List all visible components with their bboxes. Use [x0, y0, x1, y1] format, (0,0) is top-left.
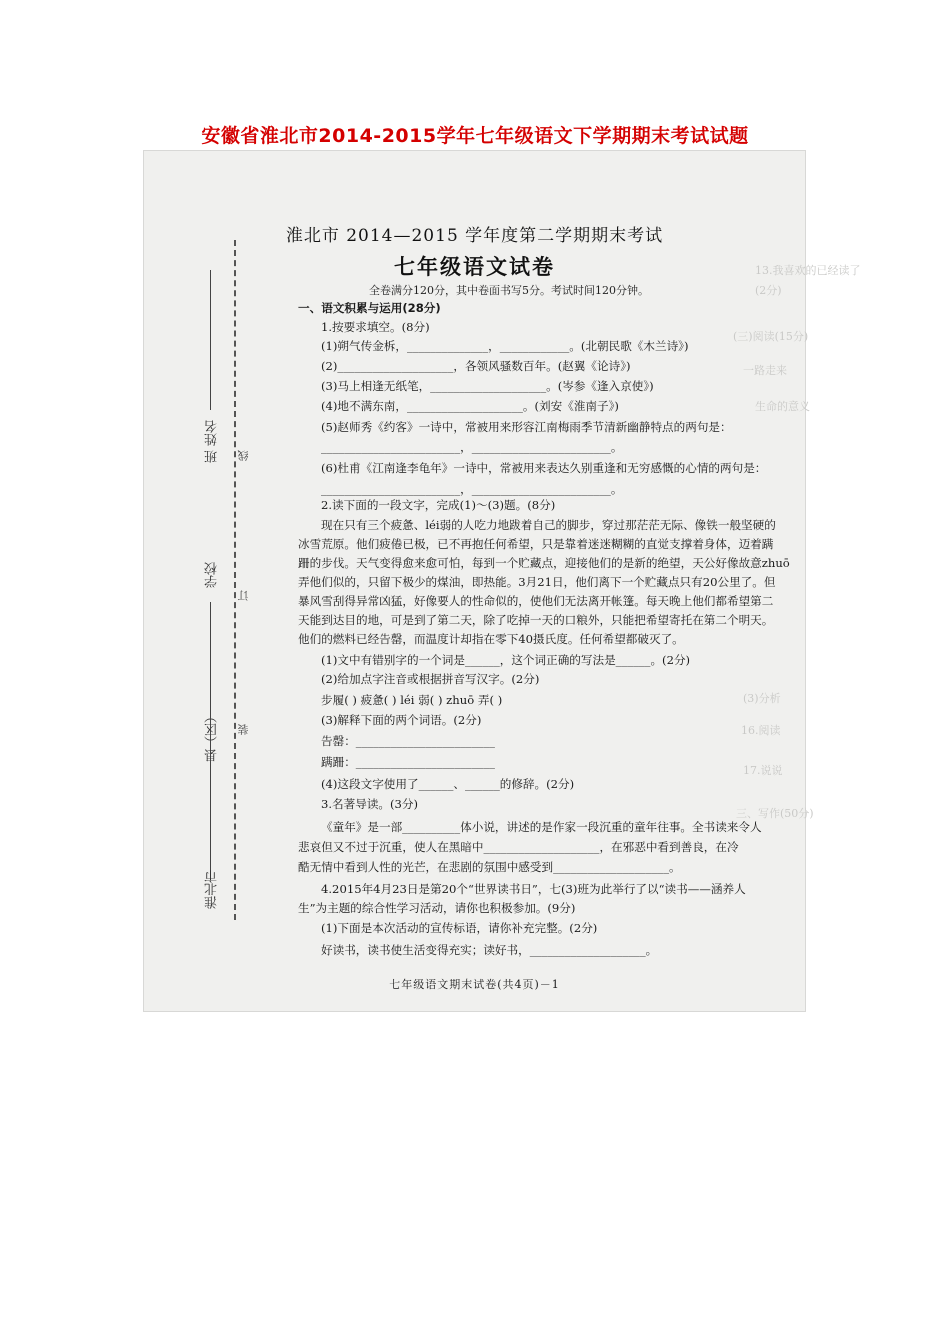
seal-mark-line: 线 [237, 450, 250, 461]
seal-mark-bind: 订 [237, 590, 250, 601]
exam-line: 悲哀但又不过于沉重，使人在黑暗中____________________，在邪恶中看到善良，在冷 [298, 840, 739, 854]
ghost-text: (2分) [755, 284, 782, 297]
exam-line: 冰雪荒原。他们疲倦已极，已不再抱任何希望，只是靠着迷迷糊糊的直觉支撑着身体，迈着蹒 [298, 537, 774, 551]
county-label: 县（区） [205, 710, 220, 762]
exam-line: 《童年》是一部__________体小说，讲述的是作家一段沉重的童年往事。全书读来令人 [321, 820, 762, 834]
exam-line: 弄他们似的，只留下极少的煤油，即热能。3月21日，他们离下一个贮藏点只有20公里了。但 [298, 575, 776, 589]
ghost-text: 一路走来 [743, 364, 787, 377]
exam-line: (1)下面是本次活动的宣传标语，请你补充完整。(2分) [321, 921, 598, 935]
exam-line: (2)____________________，各领风骚数百年。(赵翼《论诗》) [321, 359, 631, 373]
ghost-text: (3)分析 [743, 692, 781, 705]
exam-header: 淮北市 2014—2015 学年度第二学期期末考试 [285, 226, 664, 246]
exam-line: (4)地不满东南，____________________。(刘安《淮南子》) [321, 399, 619, 413]
seal-mark-pack: 装 [237, 724, 250, 735]
exam-line: 暴风雪刮得异常凶猛，好像要人的性命似的，使他们无法离开帐篷。每天晚上他们都希望第二 [298, 594, 774, 608]
binding-dashed-line [234, 240, 236, 920]
paper-title: 七年级语文试卷 [394, 255, 555, 279]
city-label: 淮北市 [205, 870, 220, 909]
exam-line: (4)这段文字使用了______、______的修辞。(2分) [321, 777, 575, 791]
ghost-text: 13.我喜欢的已经读了 [755, 264, 861, 277]
exam-line: 蹒跚：________________________ [321, 755, 495, 769]
exam-line: (3)马上相逢无纸笔，____________________。(岑参《逢入京使》) [321, 379, 654, 393]
exam-line: (3)解释下面的两个词语。(2分) [321, 713, 482, 727]
exam-line: 好读书，读书使生活变得充实；读好书，____________________。 [321, 943, 658, 957]
exam-intro: 全卷满分120分，其中卷面书写5分。考试时间120分钟。 [369, 284, 649, 297]
exam-line: ________________________，________________________。 [321, 482, 623, 496]
exam-line: 步履( ) 疲惫( ) léi 弱( ) zhuō 弄( ) [321, 693, 503, 707]
exam-line: 生”为主题的综合性学习活动，请你也积极参加。(9分) [298, 901, 576, 915]
exam-line: 跚的步伐。天气变得愈来愈可怕，每到一个贮藏点，迎接他们的是新的绝望，天公好像故意zhuō [298, 556, 790, 570]
exam-line: (1)文中有错别字的一个词是______，这个词正确的写法是______。(2分) [321, 653, 691, 667]
exam-line: 告罄：________________________ [321, 734, 495, 748]
exam-line: (2)给加点字注音或根据拼音写汉字。(2分) [321, 672, 540, 686]
exam-line: 1.按要求填空。(8分) [321, 320, 430, 334]
page-footer: 七年级语文期末试卷(共4页)－1 [389, 978, 560, 991]
school-label: 学校 [205, 562, 220, 588]
exam-line: 3.名著导读。(3分) [321, 797, 419, 811]
ghost-text: 16.阅读 [741, 724, 781, 737]
scanned-exam-page [143, 150, 861, 1012]
document-title: 安徽省淮北市2014-2015学年七年级语文下学期期末考试试题 [201, 125, 749, 147]
name-class-label: 班 姓名 [205, 420, 220, 464]
ghost-text: (三)阅读(15分) [733, 330, 809, 343]
exam-line: 2.读下面的一段文字，完成(1)～(3)题。(8分) [321, 498, 556, 512]
exam-line: ________________________，________________________。 [321, 440, 623, 454]
exam-line: 酷无情中看到人性的光芒，在悲剧的氛围中感受到____________________。 [298, 860, 681, 874]
ghost-text: 17.说说 [743, 764, 783, 777]
exam-line: (1)朔气传金柝，______________，____________。(北朝民歌《木兰诗》) [321, 339, 689, 353]
exam-line: 他们的燃料已经告罄，而温度计却指在零下40摄氏度。任何希望都破灭了。 [298, 632, 684, 646]
ghost-text: 生命的意义 [755, 400, 810, 413]
exam-line: 4.2015年4月23日是第20个“世界读书日”，七(3)班为此举行了以“读书——涵养人 [321, 882, 746, 896]
exam-line: (5)赵师秀《约客》一诗中，常被用来形容江南梅雨季节清新幽静特点的两句是： [321, 420, 732, 434]
city-underline [210, 700, 211, 860]
section-heading: 一、语文积累与运用(28分) [298, 301, 441, 315]
name-underline [210, 270, 211, 410]
exam-line: (6)杜甫《江南逢李龟年》一诗中，常被用来表达久别重逢和无穷感慨的心情的两句是： [321, 461, 767, 475]
ghost-text: 三、写作(50分) [736, 807, 814, 820]
exam-line: 天能到达目的地，可是到了第二天，除了吃掉一天的口粮外，只能把希望寄托在第二个明天。 [298, 613, 774, 627]
exam-line: 现在只有三个疲惫、léi弱的人吃力地跋着自己的脚步，穿过那茫茫无际、像铁一般坚硬的 [321, 518, 776, 532]
